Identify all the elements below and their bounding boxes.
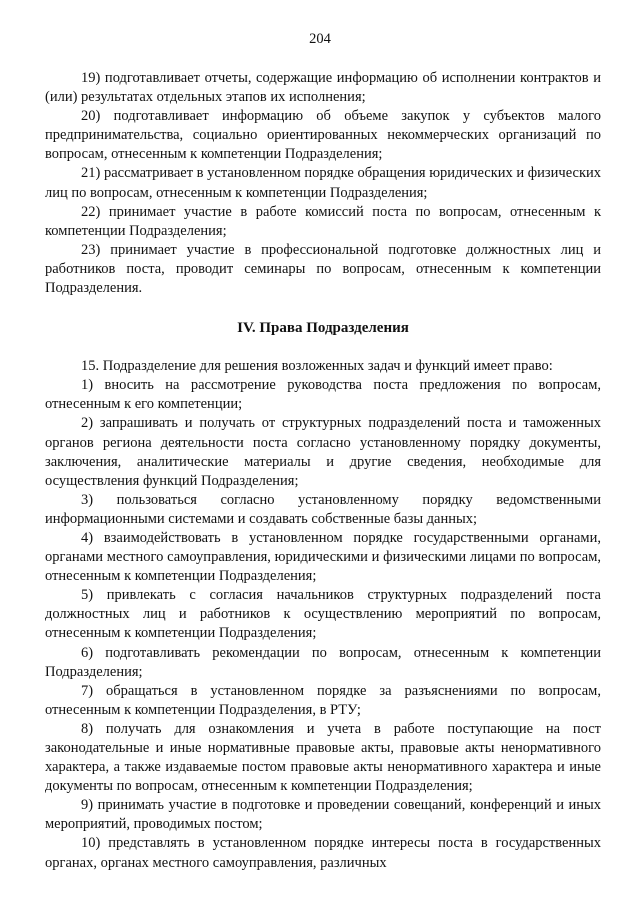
- list-item: 6) подготавливать рекомендации по вопросам, отнесенным к компетенции Подразделения;: [45, 644, 601, 680]
- list-item: 20) подготавливает информацию об объеме закупок у субъектов малого предпринимательства, социально ориентированных некоммерческих организаций по вопросам, отнесенным к компетенции Подразделения;: [45, 108, 601, 163]
- list-item: 23) принимает участие в профессиональной подготовке должностных лиц и работников поста, проводит семинары по вопросам, отнесенным к компетенции Подразделения.: [45, 241, 601, 297]
- list-item: 7) обращаться в установленном порядке за разъяснениями по вопросам, отнесенным к компетенции Подразделения, в РТУ;: [45, 682, 601, 718]
- list-item: 22) принимает участие в работе комиссий поста по вопросам, отнесенным к компетенции Подразделения;: [45, 203, 601, 239]
- list-item: 19) подготавливает отчеты, содержащие информацию об исполнении контрактов и (или) результатах отдельных этапов их исполнения;: [45, 70, 601, 106]
- page-number: 204: [309, 31, 331, 47]
- list-item: 2) запрашивать и получать от структурных подразделений поста и таможенных органов региона деятельности поста согласно установленному порядку документы, заключения, аналитические материалы и другие сведения, необходимые для осуществления функций Подразделения;: [45, 415, 601, 489]
- list-item: 10) представлять в установленном порядке интересы поста в государственных органах, органах местного самоуправления, различных: [45, 835, 601, 871]
- section-heading: IV. Права Подразделения: [237, 320, 409, 337]
- list-item: 5) привлекать с согласия начальников структурных подразделений поста должностных лиц и работников к осуществлению мероприятий по вопросам, отнесенным к компетенции Подразделения;: [45, 587, 601, 642]
- list-item: 9) принимать участие в подготовке и проведении совещаний, конференций и иных мероприятий, проводимых постом;: [45, 797, 601, 833]
- list-item: 4) взаимодействовать в установленном порядке государственными органами, органами местного самоуправления, юридическими и физическими лицами по вопросам, отнесенным к компетенции Подразделения;: [45, 529, 601, 585]
- list-item: 3) пользоваться согласно установленному порядку ведомственными информационными системами и создавать собственные базы данных;: [45, 491, 601, 527]
- list-item: 8) получать для ознакомления и учета в работе поступающие на пост законодательные и иные нормативные правовые акты, правовые акты ненормативного характера, а также издаваемые постом правовые акты ненормативного характера и иные документы по вопросам, отнесенным к компетенции Подразделения;: [45, 720, 601, 795]
- document-body: [45, 69, 601, 873]
- list-item: 21) рассматривает в установленном порядке обращения юридических и физических лиц по вопросам, отнесенным к компетенции Подразделения;: [45, 165, 601, 201]
- list-item: 15. Подразделение для решения возложенных задач и функций имеет право:: [81, 358, 553, 375]
- list-item: 1) вносить на рассмотрение руководства поста предложения по вопросам, отнесенным к его компетенции;: [45, 377, 601, 413]
